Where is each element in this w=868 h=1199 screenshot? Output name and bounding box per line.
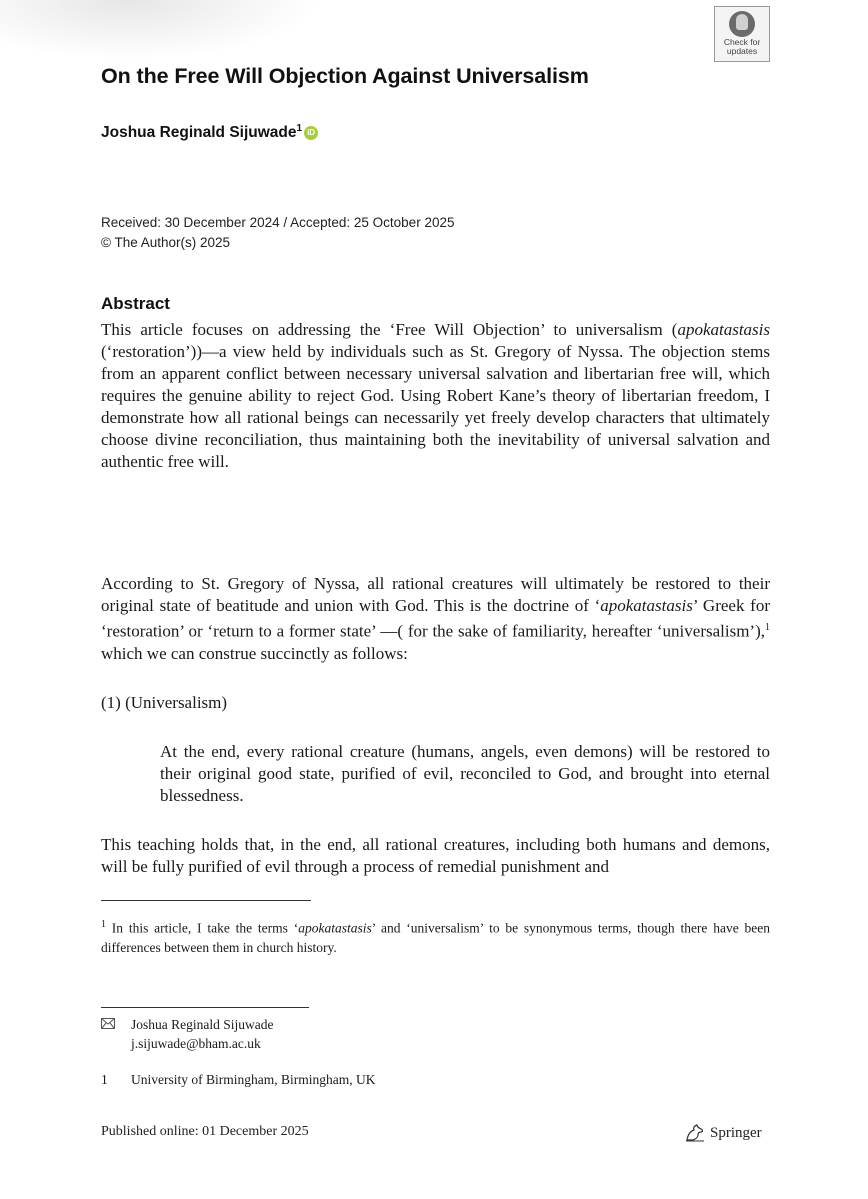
copyright: © The Author(s) 2025 (101, 235, 231, 250)
abstract-heading: Abstract (101, 294, 170, 313)
scan-shading (0, 0, 320, 60)
article-title: On the Free Will Objection Against Universalism (101, 64, 589, 88)
affiliation-text: University of Birmingham, Birmingham, UK (131, 1072, 376, 1087)
intro-paragraph: According to St. Gregory of Nyssa, all rational creatures will ultimately be restored to their original state of beatitude and union with God. This is the doctrine of ‘apokatastasis’ Greek for ‘restoration’ or ‘return to a former state’ —( for the sake of familiarity, hereafter ‘universalism’),$^1$ which we can construe succinctly as follows: (101, 574, 770, 663)
publisher-name: Springer (710, 1124, 762, 1141)
author-affiliation-mark: 1 (296, 123, 303, 134)
numbered-item-label: (1) (Universalism) (101, 693, 228, 712)
springer-logo (684, 1124, 762, 1142)
contact-name: Joshua Reginald Sijuwade (131, 1017, 274, 1032)
footnote: $^1$ In this article, I take the terms ‘apokatastasis’ and ‘universalism’ to be synonymous terms, though there have been differences between them in church history. (101, 919, 770, 955)
author-line (101, 123, 318, 142)
badge-text: Check for updates (723, 37, 761, 56)
author-name: Joshua Reginald Sijuwade (101, 124, 297, 142)
abstract-body: This article focuses on addressing the ‘Free Will Objection’ to universalism (apokatastasis (‘restoration’))—a view held by individuals such as St. Gregory of Nyssa. The objection stems from an apparent conflict between necessary universal salvation and libertarian free will, which requires the genuine ability to reject God. Using Robert Kane’s theory of libertarian freedom, I demonstrate how all rational beings can necessarily yet freely develop characters that ultimately choose divine reconciliation, thus maintaining both the inevitability of universal salvation and authentic free will. (101, 320, 770, 471)
check-for-updates-badge[interactable] (714, 6, 770, 62)
contact-block (101, 1015, 273, 1053)
block-quote: At the end, every rational creature (humans, angels, even demons) will be restored to their original good state, purified of evil, reconciled to God, and brought into eternal blessedness. (160, 742, 770, 805)
contact-rule (101, 1007, 309, 1008)
orcid-icon[interactable]: iD (304, 126, 318, 140)
footnote-rule (101, 900, 311, 901)
affiliation (101, 1072, 375, 1088)
springer-horse-icon (684, 1124, 706, 1142)
affiliation-number: 1 (101, 1072, 108, 1087)
envelope-icon (101, 1015, 131, 1034)
article-dates (101, 213, 454, 253)
published-online: Published online: 01 December 2025 (101, 1124, 309, 1139)
received-accepted: Received: 30 December 2024 / Accepted: 25 October 2025 (101, 215, 455, 230)
contact-email[interactable]: j.sijuwade@bham.ac.uk (131, 1036, 261, 1051)
continuation-paragraph: This teaching holds that, in the end, all rational creatures, including both humans and demons, will be fully purified of evil through a process of remedial punishment and (101, 835, 770, 876)
check-for-updates-icon (729, 11, 755, 37)
